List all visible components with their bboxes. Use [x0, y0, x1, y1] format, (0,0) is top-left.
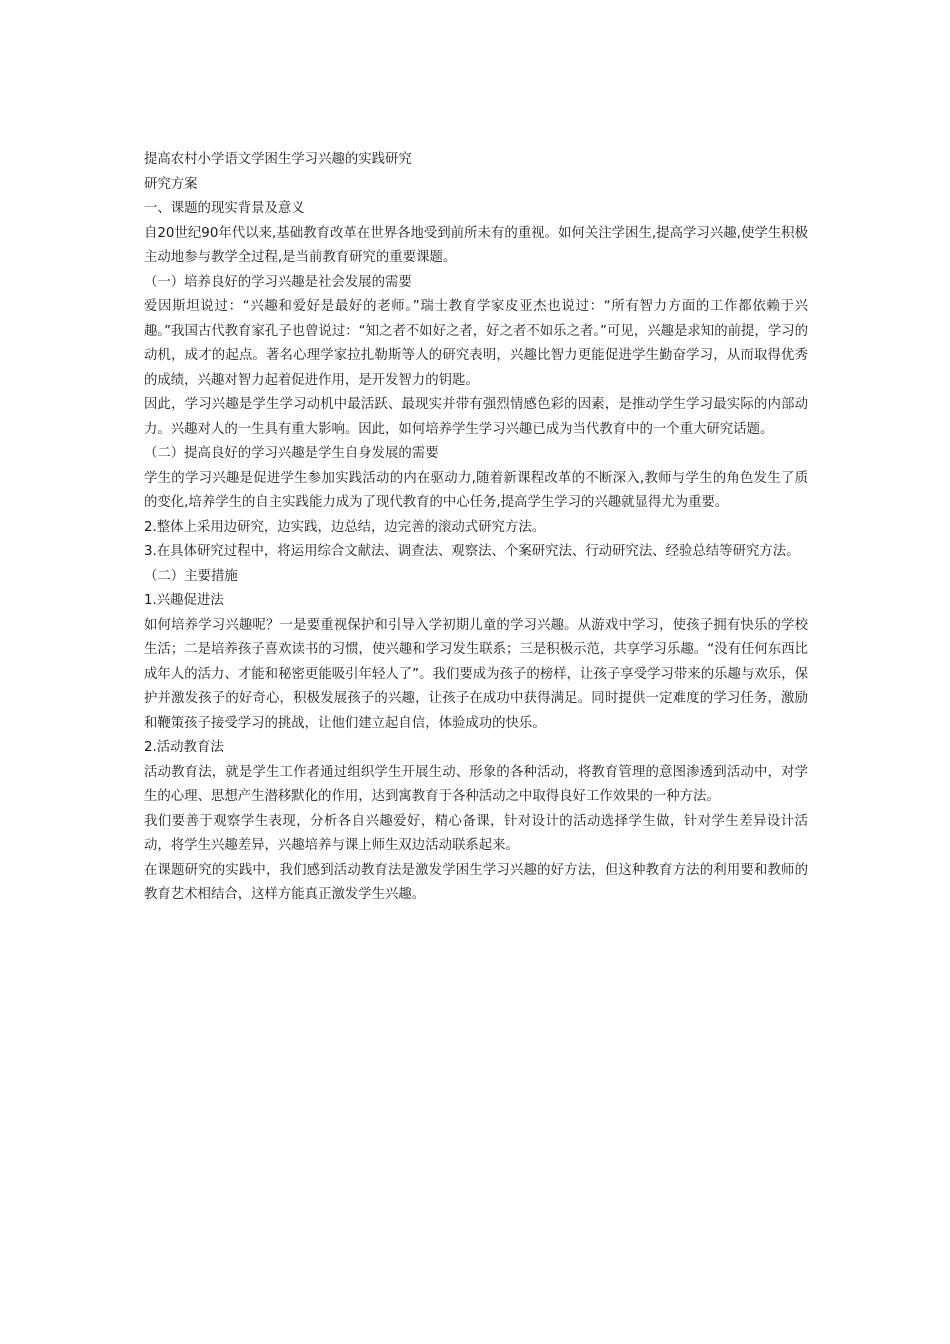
paragraph: 因此，学习兴趣是学生学习动机中最活跃、最现实并带有强烈情感色彩的因素，是推动学生学习最实际的内部动力。兴趣对人的一生具有重大影响。因此，如何培养学生学习兴趣已成为当代教育中的一个重大研究话题。: [144, 397, 808, 437]
document-title: 提高农村小学语文学困生学习兴趣的实践研究: [144, 152, 412, 167]
section-heading-background: 一、课题的现实背景及意义: [144, 201, 305, 216]
subsection-heading: （二）提高良好的学习兴趣是学生自身发展的需要: [144, 446, 439, 461]
paragraph: 爱因斯坦说过：“兴趣和爱好是最好的老师。”瑞士教育学家皮亚杰也说过：“所有智力方面的工作都依赖于兴趣。”我国古代教育家孔子也曾说过：“知之者不如好之者，好之者不如乐之者。”可见，兴趣是求知的前提，学习的动机，成才的起点。著名心理学家拉扎勒斯等人的研究表明，兴趣比智力更能促进学生勤奋学习，从而取得优秀的成绩，兴趣对智力起着促进作用，是开发智力的钥匙。: [144, 299, 808, 388]
method-heading: 2.活动教育法: [144, 740, 224, 755]
paragraph: 我们要善于观察学生表现，分析各自兴趣爱好，精心备课，针对设计的活动选择学生做，针对学生差异设计活动，将学生兴趣差异，兴趣培养与课上师生双边活动联系起来。: [144, 813, 808, 853]
subsection-heading: （二）主要措施: [144, 568, 238, 584]
paragraph: 如何培养学习兴趣呢？一是要重视保护和引导入学初期儿童的学习兴趣。从游戏中学习，使孩子拥有快乐的学校生活；二是培养孩子喜欢读书的习惯，使兴趣和学习发生联系；三是积极示范，共享学习乐趣。“没有任何东西比成年人的活力、才能和秘密更能吸引年轻人了”。我们要成为孩子的榜样，让孩子享受学习带来的乐趣与欢乐，保护并激发孩子的好奇心，积极发展孩子的兴趣，让孩子在成功中获得满足。同时提供一定难度的学习任务，激励和鞭策孩子接受学习的挑战，让他们建立起自信，体验成功的快乐。: [144, 617, 808, 731]
paragraph: 学生的学习兴趣是促进学生参加实践活动的内在驱动力,随着新课程改革的不断深入,教师与学生的角色发生了质的变化,培养学生的自主实践能力成为了现代教育的中心任务,提高学生学习的兴趣就显得尤为重要。: [144, 470, 808, 510]
paragraph: 自20世纪90年代以来,基础教育改革在世界各地受到前所未有的重视。如何关注学困生,提高学习兴趣,使学生积极主动地参与教学全过程,是当前教育研究的重要课题。: [144, 225, 808, 265]
document-page: [144, 148, 808, 908]
method-heading: 1.兴趣促进法: [144, 593, 224, 608]
subsection-heading: （一）培养良好的学习兴趣是社会发展的需要: [144, 274, 412, 290]
paragraph: 2.整体上采用边研究，边实践，边总结，边完善的滚动式研究方法。: [144, 519, 546, 535]
paragraph: 3.在具体研究过程中，将运用综合文献法、调查法、观察法、个案研究法、行动研究法、经验总结等研究方法。: [144, 544, 800, 559]
paragraph: 活动教育法，就是学生工作者通过组织学生开展生动、形象的各种活动，将教育管理的意图渗透到活动中，对学生的心理、思想产生潜移默化的作用，达到寓教育于各种活动之中取得良好工作效果的一种方法。: [144, 764, 808, 804]
paragraph-plan-heading: 研究方案: [144, 176, 198, 192]
paragraph: 在课题研究的实践中，我们感到活动教育法是激发学困生学习兴趣的好方法，但这种教育方法的利用要和教师的教育艺术相结合，这样方能真正激发学生兴趣。: [144, 862, 808, 902]
